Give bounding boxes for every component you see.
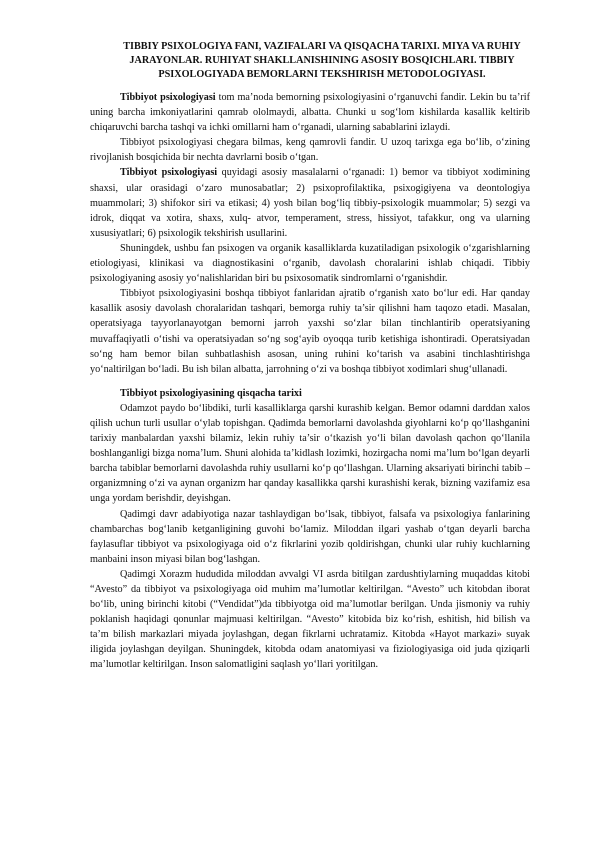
paragraph-scope: Tibbiyot psixologiyasi chegara bilmas, keng qamrovli fandir. U uzoq tarixga ega bo‘lib, o‘zining rivojlanish bosqichida bir nechta davrlarni bosib o‘tgan. — [90, 137, 530, 164]
section-heading: Tibbiyot psixologiyasining qisqacha tarixi — [120, 387, 302, 399]
paragraph-definition — [90, 90, 530, 135]
paragraph-tasks — [90, 165, 530, 240]
paragraph-text: quyidagi asosiy masalalarni o‘rganadi: 1) bemor va tibbiyot xodimining shaxsi, ular orasidagi o‘zaro munosabatlar; 2) psixoprofilaktika, psixogigiyena va deontologiya muammolari; 3) shifokor siri va etikasi; 4) yosh bilan bog‘liq tibbiy-psixologik muammolar; 5) sezgi va idrok, diqqat va xotira, shaxs, xulq- atvor, temperament, stress, hissiyot, tafakkur, ong va ularning xususiyatlari; 6) psixologik tekshirish usullarini. — [90, 167, 530, 239]
paragraph-etiology: Shuningdek, ushbu fan psixogen va organik kasalliklarda kuzatiladigan psixologik o‘zgarishlarning etiologiyasi, klinikasi va diagnostikasini o‘rganib, davolash choralarini ishlab chiqadi. Tibbiy psixologiyaning asosiy yo‘nalishlaridan biri bu psixosomatik sindromlarni o‘rganishdir. — [90, 242, 530, 285]
paragraph-ancient-literature: Qadimgi davr adabiyotiga nazar tashlaydigan bo‘lsak, tibbiyot, falsafa va psixologiya fanlarining chambarchas bog‘lanib ketganligining guvohi bo‘lamiz. Miloddan ilgari yashab o‘tgan deyarli barcha faylasuflar tibbiyot va psixologiyaga oid o‘z fikrlarini yozib qoldirishgan, chunki ular ruhiy kuchlarning manbaini inson miyasi bilan bog‘lashgan. — [90, 508, 530, 565]
term-bold: Tibbiyot psixologiyasi — [120, 92, 216, 103]
document-title: TIBBIY PSIXOLOGIYA FANI, VAZIFALARI VA QISQACHA TARIXI. MIYA VA RUHIY JARAYONLAR. RUHIYAT SHAKLLANISHINING ASOSIY BOSQICHLARI. TIBBIY PSIXOLOGIYADA BEMORLARNI TEKSHIRISH METODOLOGIYASI. — [123, 41, 521, 80]
paragraph-avesto: Qadimgi Xorazm hududida miloddan avvalgi VI asrda bitilgan zardushtiylarning muqaddas kitobi “Avesto” da tibbiyot va psixologiyaga oid muhim ma’lumotlar keltirilgan. “Avesto” uch kitobdan iborat bo‘lib, uning birinchi kitobi (“Vendidat”)da tibbiyotga oid ma’lumotlar berilgan. Unda jismoniy va ruhiy poklanish haqidagi qonunlar majmuasi keltirilgan. “Avesto” kitobida biz ko‘rish, eshitish, hid bilish va ta’m bilish markazlari miyada joylashgan, degan fikrlarni uchratamiz. Kitobda «Hayot markazi» suyak iligida joylashgan deyilgan. Shuningdek, kitobda odam anatomiyasi va fiziologiyasiga oid juda qiziqarli ma’lumotlar keltirilgan. Inson salomatligini saqlash yo‘llari yoritilgan. — [90, 568, 530, 671]
term-bold: Tibbiyot psixologiyasi — [120, 167, 218, 179]
paragraph-history: Odamzot paydo bo‘libdiki, turli kasalliklarga qarshi kurashib kelgan. Bemor odamni darddan xalos qilish uchun turli usullar o‘ylab topishgan. Qadimda bemorlarni davolashda giyohlarni ko‘p qo‘llashganini tarixiy manbalardan yaxshi bilamiz, lekin ruhiy ta’sir o‘tkazish yo‘li bilan davolash qachon qo‘llanila boshlanganligi bizga noma’lum. Shuni alohida ta’kidlash lozimki, hozirgacha nomi ma’lum bo‘lgan deyarli barcha tabiblar bemorlarni davolashda ruhiy usullarni ko‘p qo‘llashgan. Ularning aksariyati birinchi tabib – organizmning o‘zi va aynan organizm har qanday kasallikka qarshi kurashishi kerak, bizning vazifamiz esa unga yordam berishdir, deyishgan. — [90, 402, 530, 505]
paragraph-other-disciplines: Tibbiyot psixologiyasini boshqa tibbiyot fanlaridan ajratib o‘rganish xato bo‘lur edi. Har qanday kasallik asosiy davolash choralaridan tashqari, bemorga ruhiy ta’sir qilishni ham taqozo etadi. Masalan, operatsiyaga tayyorlanayotgan bemorni jarroh yaxshi so‘zlar bilan tinchlantirib operatsiyaning muvaffaqiyatli o‘tishi va operatsiyadan so‘ng sog‘ayib oyoqqa turib ketishiga ishontiradi. Operatsiyadan so‘ng ham bemor bilan suhbatlashish asosan, uning ruhini ko‘tarish va asabini tinchlashtirishga yo‘naltirilgan bo‘ladi. Bu ish bilan albatta, jarrohning o‘zi va boshqa tibbiyot xodimlari shug‘ullanadi. — [90, 288, 530, 375]
paragraph-text: tom ma’noda bemorning psixologiyasini o‘rganuvchi fandir. Lekin bu ta’rif uning barcha imkoniyatlarini qamrab ololmaydi, albatta. Chunki u sog‘lom kishilarda kasallik keltirib chiqaruvchi barcha tashqi va ichki omillarni ham o‘rganadi, ularning sabablarini izlaydi. — [90, 92, 530, 134]
